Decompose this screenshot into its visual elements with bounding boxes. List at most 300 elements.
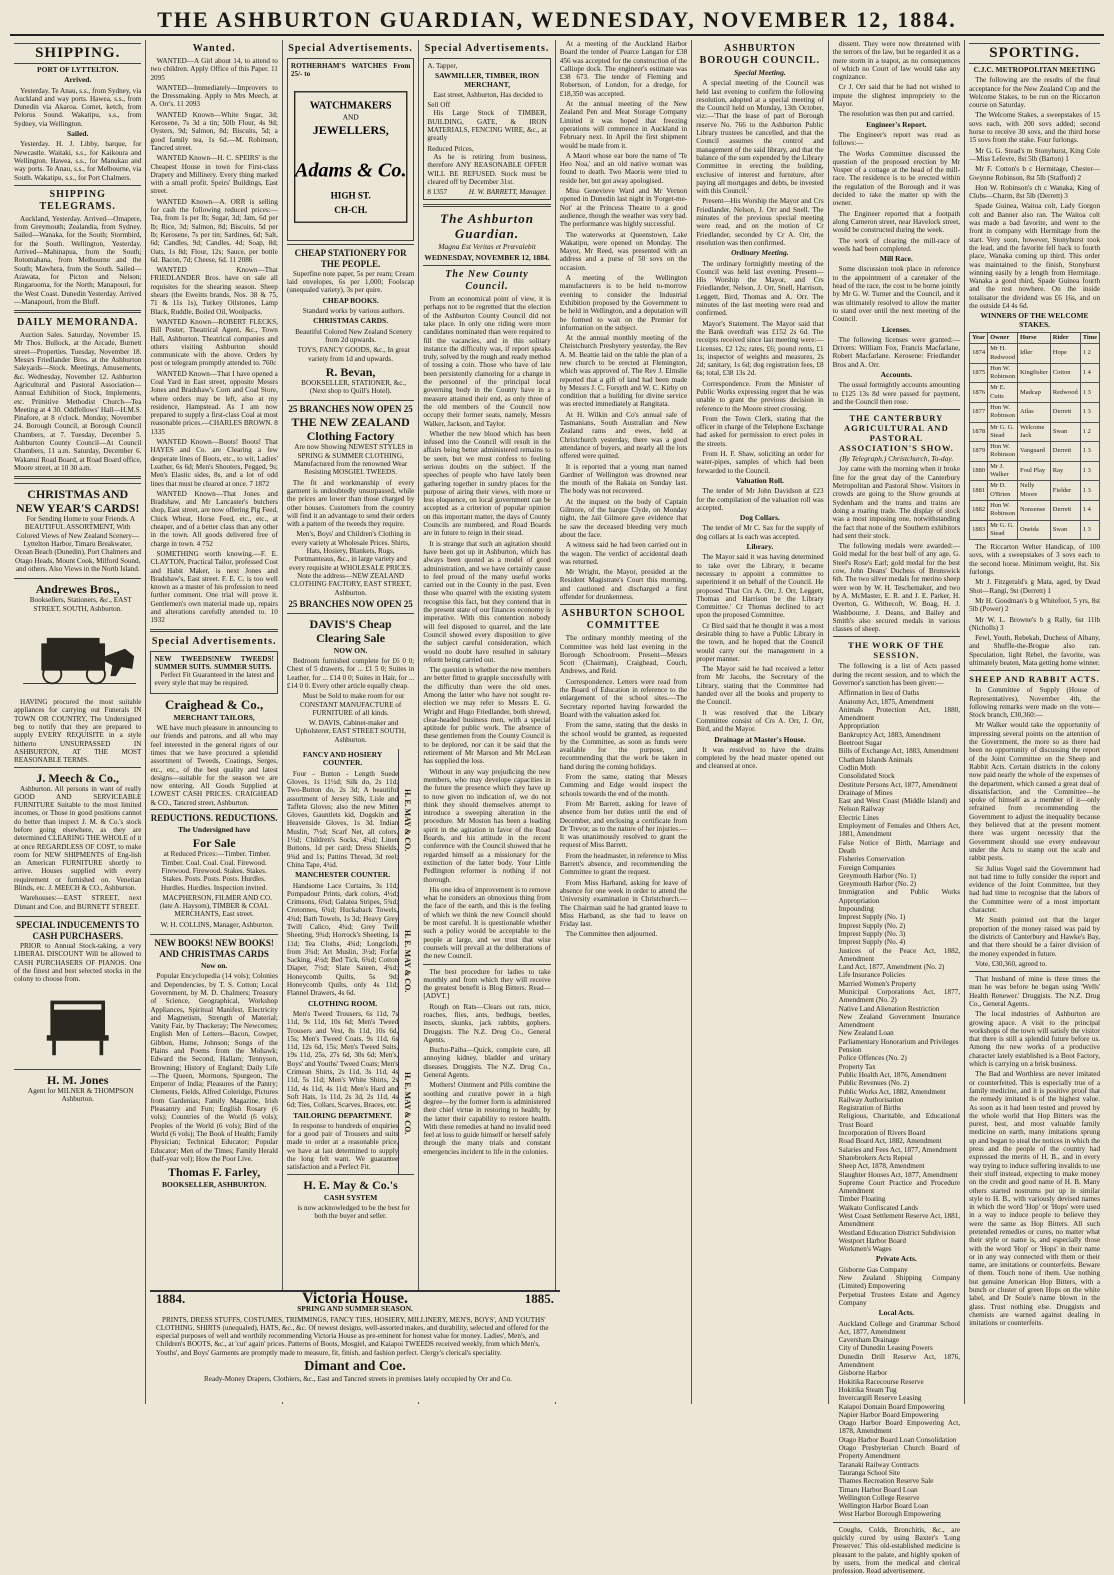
news-paragraph: At the annual meeting of the New Zealand Pen and Meat Storage Company Limited it was hoped that freezing operations will commence in Auckland in February next. In April the first shipment would be made from it. [559,100,688,150]
tweeds-text: Perfect Fit Guaranteed in the latest and every style that may be required. [154,671,274,688]
watchmakers-logo [291,82,410,232]
news-paragraph: The waterworks at Queenstown, Lake Wakatipu, were opened on Monday. The Mayor, Mr Reed, was presented with an address and a purse of 50 sovs on the occasion. [559,230,688,272]
meech-ad [14,767,141,916]
table-row [970,500,1100,520]
act-item: Animals Protection Act, 1880, Amendment [838,705,961,723]
wanted-ad: SOMETHING worth knowing.—F. E. CLAYTON, Practical Tailor, professed Cost and Habit Maker, is next Jones and Bradshaw's, East street. F. E. C. is too well known as a master of his profession to need further comment. One trial will prove it. Gentlemen's own material made up, repairs and alterations carefully attended to. 10 1932 [150,549,278,625]
table-cell: Ray [1050,461,1080,481]
table-cell: Mr D. O'Brien [988,481,1018,501]
table-cell: Mr J. Walker [988,461,1018,481]
clothing-room-text: Men's Tweed Trousers, 6s 11d, 7s 11d, 9s 11d, 10s 6d; Men's Tweed Trousers and Vest, 8s 11d, 10s 6d, 15s; Men's Tweed Coats, 9s 11d, 6s 11d, 12s 6d, 15s; Men's Tweed Suits, 19s 11d, 25s, 27s 6d, 30s 6d; Men's, Boys' and Youths' Tweed Coats; Men's Crimean Shirts, 2s 11d, 3s 11d, 4s 11d, 5s 11d; Men's White Shirts, 2s 11d, 4s 11d, 4s 11d; Men's Hard and Soft Hats, 1s 11d, 2s 3d, 2s 11d, 4s 6d; Ties, Collars, Scarves, Braces, etc. [286,1009,399,1110]
fancy-text: Four - Button - Length Suede Gloves, 1s 11½d; Silk do, 2s 11d; Two-Button do, 2s 3d; A beautiful assortment of Jersey Silk, Lisle and Taffeta Gloves; also the new Mitten Gloves, Gauntlets kid, Dogskin and Heavenside Gloves, 1s 3d. Indian Muslin, 7½d; Scarf Net, all colors, 1½d; Children's Socks, 4¾d; Linen Buttons, 1d per card; Dress Shields, 9¾d and 1s; Pattins Thread, 3d reel; China Tape, 4¾d. [286,769,399,869]
winners-column-header: Time [1080,332,1099,343]
act-item: Anatomy Act, 1875, Amendment [838,697,934,706]
canterbury-heading: THE CANTERBURY AGRICULTURAL AND PASTORAL ASSOCIATION'S SHOW. [838,413,954,454]
wanted-ad: WANTED Known—That Jones and Bradshaw, and Mr Lancaster's butchers shop, East street, are now offering Pig Feed, Chick Wheat, Horse Feed, etc., etc., at cheaper, and of a better class than any other in the town. All goods delivered free of charge in town. 4 752 [150,489,278,548]
act-item: West Coast Settlement Reserve Act, 1881, Amendment [838,1212,961,1229]
table-cell: Swan [1050,422,1080,442]
cards-ad-text: For Sending Home to your Friends. A BEAUTIFUL ASSORTMENT, With Colored Views of New Zealand Scenery—Lyttelton Harbor, Timaru Breakwater, Ocean Beach (Dunedin), Port Chalmers and Otago Heads, Mount Cook, Milford Sound, and others. Also Views in the North Island. [14,515,141,573]
act-item: Pension [838,1046,862,1055]
victoria-season: SPRING AND SUMMER SEASON. [297,1304,413,1314]
canterbury-paragraph: Joy came with the morning when it broke fine for the great day of the Canterbury Metropolitan and Pastoral Show. Visitors in crowds are going to the Show grounds at Sydenham and the trams and trains are doing a roaring trade. The display of stock was a most imposing one, notwithstanding the fact that none of the Southern exhibitors had sent their stock. [832,465,961,540]
tapper-text-2: His Large Stock of TIMBER, BUILDING, GATE, & IRON MATERIALS, FENCING WIRE, &c., at greatly [427,109,547,143]
sheep-paragraph: Mr Walker would take the opportunity of impressing several points on the attention of the Government, the more so as there had been no opportunity of discussing the report of the Joint Committee on the Sheep and Rabbit Acts. Certain districts in the colony now paid nearly the whole of the expenses of the department, which caused a great deal of dissatisfaction, and the Committee—he spoke of himself as a member of it—only refrained from recommending the Government to adjust the inequality because they believed that at the present moment there was urgent necessity that the Government should use every endeavour under the Acts to stamp out the scab and rabbit pests. [969,721,1101,863]
davis-name: W. DAVIS, Cabinet-maker and Upholsterer, EAST STREET SOUTH, Ashburton. [295,719,406,744]
act-item: Beetroot Sugar [838,739,882,748]
act-item: Public Works Act, 1882, Amendment [838,1087,946,1096]
dimant-text: Ready-Money Drapers, Clothiers, &c., East and Tancred streets in premises lately occupied by Orr and Co. [204,1375,512,1384]
column-news [556,40,692,1404]
local-act-item: Wellington College Reserve [838,1493,920,1502]
reductions-sub: The Undersigned have [178,825,251,835]
news-paragraph: A meeting of the Wellington manufacturers is to be held to-morrow evening to consider the Industrial Exhibition proposed by the Government to be held in Wellington, and a deputation will be formed to wait on the Premier for information on the subject. [559,274,688,332]
columns [10,40,1104,1575]
drainage-heading: Drainage at Master's House. [714,734,806,744]
port-heading: PORT OF LYTTELTON. [37,65,119,74]
act-item: Native Land Alienation Restriction [838,1004,940,1013]
table-cell: Derrett [1050,500,1080,520]
private-acts-heading: Private Acts. [875,1254,917,1264]
library-paragraph: The Mayor said it was having determined to take over the Library, it became necessary to appoint a committee to superintend it on behalf of the Council. He proposed 'That Crs A. Orr, J. Orr, Leggett, Thomas and Harrison be the Library Committee.' Cr Thomas declined to act upon the proposed Committee. [696,553,824,620]
column-editorial [419,40,555,1404]
engineer-paragraphs [833,131,960,253]
clothing-text-2: The fit and workmanship of every garment is undoubtedly unsurpassed, while the prices are lower than those charged by other houses. Customers from the country will find it an advantage to send their orders with a pattern of the tweeds they require. [286,478,415,529]
riccarton-paragraph: Fewl, Youth, Rebekah, Duchess of Albany, and Shuffle-the-Brogue also ran. Speculation, light Rebel, the favorite, was ultimately beaten, Mata getting home winner. [969,634,1101,667]
andrewes-text: Booksellers, Stationers, &c., EAST STREET, SOUTH, Ashburton. [29,596,132,613]
session-intro: The following is a list of Acts passed during the recent session, and to which the Governor's sanction has been given:— [832,662,961,687]
ordinary-paragraph: Correspondence. From the Minister of Public Works expressing regret that he was unable to grant the previous decision in reference to the Moore street crossing. [696,379,824,413]
may-side-strip [398,749,414,1174]
reductions-text: at Reduced Prices:—Timber. Timber. Timber. Coal. Coal. Coal. Firewood. Firewood. Firewood. Stakes. Stakes. Stakes. Posts. Posts. Posts. Hurdles. Hurdles. Hurdles. Inspection invited. [161,850,271,892]
table-cell: Hope [1050,344,1080,364]
act-item: Property Tax [838,1062,876,1071]
private-act-item: New Zealand Shipping Company (Limited) Empowering [838,1274,961,1291]
riccarton-paragraph: The Riccarton Welter Handicap, of 100 sovs, with a sweepstakes of 3 sovs each to the second horse. Minimum weight, 8st. Six furlongs. [969,543,1101,577]
local-act-item: West Harbor Borough Empowering [838,1510,941,1519]
macpherson-text: MACPHERSON, FILMER AND CO. (late A. Haysom), TIMBER & COAL MERCHANTS, East street. [159,893,272,919]
books-ad [150,934,277,1194]
act-item: Consolidated Stock [838,772,895,781]
engineer-paragraph: The work of clearing the mill-race of weeds had been completed. [832,236,961,253]
wanted-ad: WANTED Known—White Sugar, 3d; Kerosene, 7s 3d a tin; 50lb Flour, 4s 9d; Oysters, 9d; Salmon, 8d; Biscuits, 5d; a good family tea, 1s 6d.—M. Robinson, Tancred street. [150,110,278,152]
wanted-ad: WANTED Known—That I have opened a Coal Yard in East street, opposite Messrs Jones and Bradshaw's Corn and Coal Store, where orders may be left, also at my residence, Hampstead. As I am now prepared to supply a first-class Coal at most reasonable prices.—CHARLES BROWN. 8 1335 [150,369,278,436]
local-act-item: Otago Presbyterian Church Board of Property Amendment [838,1444,961,1461]
stationery-text: Superfine note paper, 5s per ream; Cream laid envelopes, 6s per 1,000; Foolscap (unequaled variety), 3s per quire. [286,269,415,295]
ordinary-paragraph: From H. F. Shaw, soliciting an order for water-pipes, samples of which had been forwarded to the Council. [696,450,824,475]
bevan-title: R. Bevan, [325,364,376,379]
library-heading: Library. [746,542,774,552]
table-cell: 1876 [970,383,988,403]
act-item: Imprest Supply (No. 4) [838,938,906,947]
special-inducements-text: PRIOR to Annual Stock-taking, a very LIBERAL DISCOUNT Will be allowed to CASH PURCHASERS OF PIANOS. One of the finest and best selected stocks in the colony to choose from. [14,941,142,984]
column-borough [692,40,828,1404]
table-cell: 1881 [970,481,988,501]
article-paragraph: Whether the new blood which has been infused into the Council will result in the affairs being better administered remains to be seen, but we must confess to feeling serious doubts on the subject. If the speeches of people who have lately been gathering together in sundry places for the purpose of airing their views, with more or less eloquence, on local government can be accepted as a criterion of popular opinion on this important matter, the days of County Councils are numbered, and Road Boards are in future to reign in their stead. [423,429,551,538]
winners-column-header: Horse [1017,332,1050,343]
engineer-paragraph: The Works Committee discussed the question of the proposed erection by Mr Vosper of a cottage at the head of the mill-race. The residence is to be erected within the regulation of the Borough and it was decided to take the matter up with the owner. [832,149,961,208]
funerals-text: HAVING procured the most suitable appliances for carrying out Funerals IN TOWN OR COUNTRY, The Undersigned beg to notify that they are prepared to supply EVERY REQUISITE in a style hitherto UNSURPASSED IN ASHBURTON, AT THE MOST REASONABLE TERMS. [14,698,142,765]
dog-heading: Dog Collars. [739,513,780,523]
tapper-ad [423,58,550,200]
tapper-text: East street, Ashburton, Has decided to [433,90,543,99]
act-item: Greymouth Harbor (No. 2) [838,880,917,889]
cards-text: Beautiful Colored New Zealand Scenery from 2d upwards. [295,327,413,344]
victoria-text: PRINTS, DRESS STUFFS, COSTUMES, TRIMMINGS, FANCY TIES, HOSIERY, MILLINERY, MEN'S, BOYS', AND YOUTHS' CLOTHING, SHIRTS (unequaled), HATS, &c., &c. Of newest designs, well-assorted makes, and durability, selected and offered for the especial purposes of well and worthily recommending Victoria House as pre-eminent for honest value for money. Ladies', Men's, and Children's BOOTS, &c., at 'cut' again' prices. Patterns of Boots, Mosgiel, and Kaiapoi TWEEDS received weekly, from which Men's, Youths', and Boys' Garments are promptly made to measure, fit, finish, and fashion perfect. Clergy's clerical's speciality. [156,1315,549,1357]
table-cell: Madcap [1017,383,1050,403]
local-act-item: Dunedin Drill Reserve Act, 1876, Amendment [838,1352,961,1370]
table-cell: Swan [1050,520,1080,540]
table-cell: Mr E. Cutts [988,383,1018,403]
borough-paragraph: Present—His Worship the Mayor and Crs Friedlander, Nelson, J. Orr and Snell. The minutes of the previous special meeting were read, and on the motion of Cr Friedlander, seconded by Cr A. Orr, the resolution was then confirmed. [696,197,824,247]
school-paragraph: The ordinary monthly meeting of the Committee was held last evening in the Borough Schoolroom. Present—Messrs Scott (Chairman), Craighead, Couch, Andrews, and Reid. [559,634,688,676]
craighead-text: WE have much pleasure in announcing to our friends and patrons, and all who may feel interested in the general rigors of our times that we have procured a splendid assortment of Tweeds, Coatings, Serges, etc., etc., of the best quality and latest designs—suitable for the season we are now entering. All Goods Supplied at LOWEST CASH PRICES. CRAIGHEAD & CO., Tancred street, Ashburton. [150,724,278,807]
local-act-item: Timaru Harbor Board Loan [838,1485,918,1494]
table-cell: Mr G. G. Stead [988,520,1018,540]
cjc-heading: C.J.C. METROPOLITAN MEETING [973,65,1096,74]
table-cell: 1878 [970,422,988,442]
ordinary-paragraphs [696,260,823,475]
mill-race-text: Some discussion took place in reference to the appointment of a caretaker of the head of the race, the cost to be borne jointly by Mr G. W. Turner and the Council, and it was ultimately resolved to allow the matter to stand over until the next meeting of the Council. [832,265,961,324]
valuation-text: The tender of Mr John Davidson at £23 for the compilation of the valuation roll was accepted. [696,487,824,512]
davis-text: Bedroom furnished complete for £6 0 0; Chest of 5 drawers, for ... £1 5 0; Suites in Leather, for ... £14 0 0; Suites in Hair, for ... £14 0 0. Every other article equally cheap. [286,657,415,690]
davis-ad [287,613,414,749]
news-paragraph: A Maori whose ear bore the name of 'Te Heo Noa,' and an old native woman was found to death. Two Maoris were tried to reside her, but got away apologised. [559,151,688,185]
private-acts-list [833,1266,960,1307]
dog-text: The tender of Mr C. Sax for the supply of dog collars at 1s each was accepted. [696,524,824,541]
table-cell: Welcome Jack [1017,422,1050,442]
books-sub: Now on. [201,961,228,971]
col7-paragraph: The resolution was then put and carried. [838,110,955,119]
sheep-paragraphs [969,686,1100,968]
local-act-item: Napier Harbor Board Empowering [838,1410,939,1419]
wanted-heading: Wanted. [192,43,236,54]
guardian-title: The Ashburton Guardian. [440,211,534,242]
act-item: Impounding [838,905,874,914]
school-paragraph: From Mr Barrett, asking for leave of absence from her duties until the end of December, and enclosing a certificate from Dr Trevor, as to the nature of her injuries.—It was unanimously resolved to grant the request of Miss Barrett. [559,799,688,850]
local-act-item: Gisborne Harbor [838,1369,888,1378]
col4-special-heading: Special Advertisements. [424,43,550,54]
private-act-item: Gisborne Gas Company [838,1265,908,1274]
clothing-factory-ad [287,400,414,612]
reduced-prices-title: Reduced Prices, [427,144,474,153]
library-paragraph: The Mayor said he had received a letter from Mr Jacobs, the Secretary of the Library, stating that the Committee had handed over all the books and property to the Council. [696,665,824,707]
table-cell: Hon W. Robinson [988,363,1018,383]
act-item: Incorporation of Rivers Board [838,1129,926,1138]
table-cell: 1 4 [1080,363,1099,383]
table-cell: 1 3 [1080,461,1099,481]
act-item: Fisheries Conservation [838,855,905,864]
victoria-year-left: 1884. [156,1291,186,1306]
act-item: Supreme Court Practice and Procedure Amendment [838,1178,961,1196]
sheep-paragraph: Vote, £30,360, agreed to. [975,959,1047,968]
local-act-item: Otago Harbor Board Loan Consolidation [838,1435,957,1444]
library-paragraphs [696,553,823,733]
table-row [970,461,1100,481]
table-row [970,481,1100,501]
toys-text: TOYS, FANCY GOODS, &c., In great variety from 1d and upwards. [297,346,410,363]
school-paragraph: Correspondence. Letters were read from the Board of Education in reference to the enlargement of the school sites.—The Secretary reported having forwarded the Board with the valuation asked for. [559,677,688,719]
act-item: Life Insurance Policies [838,971,905,980]
tapper-number: 8 1357 [427,188,448,197]
act-item: Imprest Supply (No. 3) [838,929,906,938]
for-sale-title: For Sale [192,836,236,851]
article-paragraph: His one idea of improvement is to remove what he considers an obnoxious thing from the face of the earth, and this is the feeling of which we think the new Council should be most careful. It is questionable whether such a policy would be acceptable to the people at large, and we trust that wise counsels will prevail at the deliberations of the new Council. [423,885,551,961]
closing-paragraph: The local industries of Ashburton are growing apace. A visit to the principal workshops of the town will satisfy the visitor that there is still a splendid future before us. Among the new works of a productive character lately established is a Boot Factory, which is carrying on a brisk business. [969,1010,1101,1069]
cards-heading: CHRISTMAS CARDS. [313,316,389,326]
act-item: Imprest Supply (No. 2) [838,921,906,930]
cjc-paragraph: Mr F. Cotton's b c Hermitage, Chester—Gwynne Robinson, 8st 5lb (Stafford) 2 [969,165,1101,182]
column-shipping [10,40,146,1404]
table-cell: Nonsense [1017,500,1050,520]
winners-column-header: Year [970,332,988,343]
table-cell: 1 3 [1080,383,1099,403]
wanted-ad: WANTED Known—ROBERT FLECKS, Bill Poster, Theatrical Agent, &c., Town Hall, Ashburton. Theatrical companies and others visiting Ashburton should communicate with the above. Orders by post or telegram promptly attended to. 760c [150,317,278,368]
manchester-text: Handsome Lace Curtains, 3s 11d; Pompadour Prints, dark colors, 4½d; Crimsons, 6¾d; Galatea Stripes, 5¾d; Cretonnes, 6¾d; Huckaback Towels, 4¾d; Bath Towels, 1s 3d; Heavy Grey Twill Calico, 4¾d; Grey Twill Sheeting, 9¾d; Horrock's Sheeting, 1s 11d; Tea Cloths, 4¾d; Longcloth, from 3¾d; Art Muslin, 3½d; Forfar Sacking, 4½d; Bed Tick, 6¾d; Cotton Diaper, 7½d; Slate Sateen, 4¾d; Honeycomb Quilts, 5s 9d; Honeycomb Quilts, only 4s 11d; Flannel Drawers, 4s 6d. [286,881,399,998]
table-cell: Mr H. Redwood [988,344,1018,364]
stationery-heading: CHEAP STATIONERY FOR THE PEOPLE. [294,247,407,269]
closing-paragraph: That husband of mine is three times the man he was before he began using 'Wells' Health Renewer.' Druggists. The N.Z. Drug Co., General Agents. [969,975,1101,1008]
act-item: Road Board Act, 1882, Amendment [838,1137,942,1146]
table-cell: Derrett [1050,442,1080,462]
table-cell: 1880 [970,461,988,481]
col3-special-heading: Special Advertisements. [288,43,413,54]
acts-list [833,689,960,1253]
act-item: Public Revenues (No. 2) [838,1079,910,1088]
act-item: Electric Lines [838,813,879,822]
canterbury-paragraph: The following medals were awarded:—Gold medal for the best bull of any age, G. Steel's Rose's Earl; gold medal for the best cow, John Deans' Duchess of Brunswick 6th. The two silver medals for merino sheep were won by W. H. Teschemaker, and two by A. McMaster, E. R. and J. E. Parker, H. Overton, G. Withecoft, W. Boag, H. J. Washbourne, J. Deans, and Bailey and Smith's also secured medals in various classes of sheep. [832,542,961,634]
news-paragraphs [560,100,687,601]
cheap-books-heading: CHEAP BOOKS. [322,295,379,305]
table-cell: 1 2 [1080,344,1099,364]
local-act-item: Wellington Harbor Board Loan [838,1502,929,1511]
news-paragraph: Mr Wright, the Mayor, presided at the Resident Magistrate's Court this morning, and cautioned and discharged a first offender for drunkenness. [559,568,688,601]
shipping-heading: SHIPPING. [14,43,141,64]
act-item: Police Offences (No. 2) [838,1054,907,1063]
canterbury-sub: (By Telegraph.) Christchurch, To-day. [839,454,954,464]
arrived-text: Yesterday. Te Anau, s.s., from Sydney, via Auckland and way ports. Hawea, s.s., from Dunedin via Akaroa. Comet, ketch, from Pelorus Sound. Wakatipu, s.s., from Sydney, via Wellington. [14,86,142,128]
table-cell: Nelly Moore [1017,481,1050,501]
act-item: Chatham Islands Animals [838,755,913,764]
small-notice: Rough on Rats—Clears out rats, mice, roaches, flies, ants, bedbugs, beetles, insects, skunks, jack rabbits, gophers. Druggists. The N.Z. Drug Co., General Agents. [423,1002,551,1044]
special-meeting-heading: Special Meeting. [734,68,786,77]
sporting-heading: SPORTING. [969,43,1100,64]
act-item: Sheep Act, 1878, Amendment [838,1162,925,1171]
col8-closing-paragraphs [969,975,1100,1327]
library-paragraph: It was resolved that the Library Committee consist of Crs A. Orr, J. Orr, Bird, and the Mayor. [696,708,824,734]
table-cell: 1 4 [1080,500,1099,520]
act-item: Slaughter Houses Act, 1877, Amendment [838,1170,958,1179]
table-cell: 1882 [970,500,988,520]
masthead-title: THE ASHBURTON GUARDIAN, WEDNESDAY, NOVEMBER 12, 1884. [157,7,957,32]
engineer-heading: Engineer's Report. [866,119,927,129]
davis-sub: NOW ON. [333,645,368,655]
sailed-heading: Sailed. [66,129,89,139]
clothing-text: Are now Showing NEWEST STYLES in SPRING & SUMMER CLOTHING, Manufactured from the renowned Wear Resisting MOSGIEL TWEEDS. [293,443,413,477]
act-item: Bankruptcy Act, 1883, Amendment [838,730,941,739]
act-item: Imprest Supply (No. 1) [838,913,906,922]
act-item: Codlin Moth [838,763,876,772]
jones-title: H. M. Jones [47,1072,109,1087]
local-acts-heading: Local Acts. [878,1308,915,1318]
branches-bottom: 25 BRANCHES NOW OPEN 25 [288,598,413,609]
local-act-item: City of Dunedin Leasing Powers [838,1344,933,1353]
arrived-heading: Arrived. [64,75,92,85]
victoria-title: Victoria House. [301,1290,409,1307]
article-paragraph: The question is whether the new members are better fitted to grapple successfully with the difficulty than were the old ones. Among the latter who have not sought re-election we may refer to Messrs E. G. Wright and Hugo Friedlander, both shrewd, clear-headed business men, with a special aptitude for public work. The absence of these gentlemen from the County Council is to be deplored, nor can it be said that the retirement of Mr Marson and Mr McLean has supplied the loss. [423,666,551,766]
meech-text: Ashburton. All persons in want of really GOOD AND SERVICEABLE FURNITURE Suitable to the most limited incomes, or Those in good positions cannot do better than inspect J. M. & Co.'s stock before going elsewhere, as they are determined CLEARING THE WHOLE of it at once REGARDLESS OF COST, to make room for NEW SHIPMENTS of Eng-lish an American FURNITURE shortly to arrive. Houses supplied with every requirement or furnished on. Venetian Blinds, etc. J. MEECH & CO., Ashburton. [14,784,142,893]
act-item: New Zealand Government Insurance Amendment [838,1012,961,1030]
table-cell: Cotton [1050,363,1080,383]
meech-title: J. Meech & Co., [36,770,120,785]
table-cell: 1875 [970,363,988,383]
cjc-paragraph: Mr G. G. Stead's m Stonyhurst, King Cole—Miss Lefevre, 8st 5lb (Barton) 1 [969,146,1101,163]
table-cell: 1883 [970,520,988,540]
bevan-text: BOOKSELLER, STATIONER, &c., (Next shop to Quill's Hotel). [301,378,407,396]
books-title: NEW BOOKS! NEW BOOKS! AND CHRISTMAS CARDS [154,938,274,960]
local-act-item: Kaiapoi Domain Board Empowering [838,1402,945,1411]
tapper-text-3: As he is retiring from business, therefore ANY REASONABLE OFFER WILL BE REFUSED. Stock must be cleared off by December 31st. [427,152,547,186]
act-item: Parliamentary Honorarium and Privileges [838,1037,959,1046]
cjc-paragraph: Hon W. Robinson's ch c Wanaka, King of Clubs—Charm, 8st 5lb (Derrett) 3 [969,183,1101,201]
column-sporting [965,40,1104,1404]
news-paragraph: Miss Genevieve Ward and Mr Vernon opened in Dunedin last night in 'Forget-me-Not' at the Princess Theatre to a good audience, though the weather was very bad. The performance was highly successful. [559,187,688,229]
table-cell: Derrett [1050,402,1080,422]
valuation-heading: Valuation Roll. [735,475,784,485]
act-item: Timber Floating [838,1195,886,1204]
table-row [970,442,1100,462]
winners-table [969,332,1100,540]
andrewes-title: Andrewes Bros., [35,582,120,597]
may-strip-label: H. E. MAY & CO. [402,788,412,851]
col7-paragraph: Cr J. Orr said that he had not wished to impute the slightest impropriety to the Mayor. [832,83,961,109]
special-inducements-heading: SPECIAL INDUCEMENTS TO CASH PURCHASERS. [16,919,140,941]
table-row [970,402,1100,422]
act-item: Bills of Exchange Act, 1883, Amendment [838,747,959,756]
table-cell: Kingfisher [1017,363,1050,383]
table-cell: Redwood [1050,383,1080,403]
books-text: Popular Encyclopedia (14 vols); Colonies and Dependencies, by T. S. Cotton; Local Government, by M. D. Chalmers; Treasury of Science, Geographical, Workshop Appliances, Spiritual Manifest, Electricity and Magnetism, Strength of Material; Vanity Fair, by Thackeray; The Newcomes; English Men of Letters—Bacon, Cowper, Gibbon, Hume, Johnson; Songs of the Plains and Poems from the Mohawk; Edward the Second, Hallam; Tennyson, Browning; History of England; Daily Life—The Queen, Mormons, Spurgeon, The Emperor of India; Pleasures of the Pantry; Clements, Fields, Alfred Coleridge, Pictures from Gardenias; Family Magazine, Irish Pleasantry and Fun; English Rosary (6 vols); Countries of the World (6 vols); Peoples of the World (6 vols); Bird of the World (6 vols); The Book of Health; Family Physician; Technical Educator; Popular Educator; Men of the Times; Family Herald (half-year vol); How the Poor Live. [150,972,278,1163]
act-item: Greymouth Harbor (No. 1) [838,871,917,880]
table-cell: Hon W. Robinson [988,402,1018,422]
table-row [970,344,1100,364]
collins-text: W. H. COLLINS, Manager, Ashburton. [160,920,274,929]
private-act-item: Perpetual Trustees Estate and Agency Company [838,1290,961,1307]
table-cell: Mr G. G. Stead [988,422,1018,442]
sheep-heading: SHEEP AND RABBIT ACTS. [969,674,1100,685]
wanted-ad: WANTED—Immediately—Improvers to the Dressmaking. Apply to Mrs Meech, at A. Orr's. 11 2093 [150,83,278,109]
table-cell: Vanguard [1017,442,1050,462]
farley-title: Thomas F. Farley, [168,1165,261,1180]
tweeds-ad [150,651,277,694]
tapper-sub: SAWMILLER, TIMBER, IRON MERCHANT, [435,71,540,89]
act-item: False Notice of Birth, Marriage and Death [838,838,961,855]
engineer-paragraph: The Engineer reported that a footpath along Cameron street, near Havelock street, would be constructed during the week. [832,209,961,235]
act-item: Salaries and Fees Act, 1877, Amendment [838,1145,957,1154]
table-row [970,422,1100,442]
school-paragraph: The Committee then adjourned. [565,930,658,939]
news-paragraph: It is reported that a young man named Gardner of Wellington was drowned near the mouth of the Rakaia on Sunday last. The body was not recovered. [559,462,688,496]
cards-ad-title: CHRISTMAS AND NEW YEAR'S CARDS! [16,487,140,516]
act-item: East and West Coast (Middle Island) and Nelson Railway [838,797,961,814]
logo-word-high-st: HIGH ST. [330,189,371,200]
licenses-heading: Licenses. [881,324,911,334]
wanted-list [150,57,277,625]
piano-illustration [14,992,141,1062]
tapper-signature: H. W. BARRETT, Manager. [468,188,547,197]
sheep-paragraph: Sir Julius Vogel said the Government had not had time to fully consider the report and evidence of the Joint Committee, but they had had time to recognise that the labors of the Committee were of a most important character. [969,864,1101,915]
wanted-ad: WANTED Known—Boots! Boots! That HAYES and Co. are Clearing a few desperate lines of Boots, etc., to wit, Ladies' Leather, 6s 6d; Men's Shooters, Pegged, 9s; Men's Elastic sides, 8s, and a lot of odd lines that must be cleared at once. 7 1872 [150,438,278,488]
logo-word-adams: Adams & Co. [294,158,407,181]
act-item: Religious, Charitable, and Educational Trust Board [838,1112,961,1129]
small-notice: Mothers! Ointment and Pills combine the soothing and curative power in a high degree—by the former form is administered their chief virtue in restoring to health; by the latter their capability to restore health. With these remedies at hand no invalid need feel at loss to guide himself or herself safely through the many trials and constant emergencies incident to life in the colonies. [423,1081,551,1156]
local-acts-list [833,1320,960,1519]
tailoring-text: In response to hundreds of enquiries for a good pair of Trousers and suits made to order at a reasonable price, we have at last determined to supply the long felt want. We guarantee satisfaction and a Perfect Fit. [286,1121,399,1172]
table-cell: 1874 [970,344,988,364]
may-strip-label: H. E. MAY & CO. [402,1071,412,1134]
guardian-date: WEDNESDAY, NOVEMBER 12, 1884. [424,252,550,262]
small-notice: Buchu-Paiba—Quick, complete cure, all annoying kidney, bladder and urinary diseases. Druggists. The N.Z. Drug Co., General Agents. [423,1046,551,1080]
canterbury-paragraphs [833,465,960,633]
licenses-text: The following licenses were granted:—Drivers: William Fox, Francis Macfarlane, Robert Macfarlane. Kerosene: Friedlander Bros and A. Orr. [832,335,961,369]
article-paragraph: Without in any way prejudicing the new members, who may develope capacities in the future the presence which they have up to now given no indication of, we do not think they should themselves attempt to introduce a sweeping alteration in the procedure. Mr Moston has been a leading spirit in the agitation in favor of the Road Boards, and his attitude in the recent conference with the Council showed that he regarded himself as a missionary for the extinction of the latter body. Your Little Pedlington reformer is nothing if not thorough. [423,767,551,884]
closing-para: Coughs, Colds, Bronchitis, &c., are quickly cured by using Baxter's 'Lung Preserver.' This old-established medicine is pleasant to the palate, and highly spoken of by users, from the medical and clerical profession. Read advertisement. [832,1525,961,1575]
reductions-title: REDUCTIONS. REDUCTIONS. [150,813,278,824]
tapper-title: A. Tapper, [427,62,458,70]
fancy-heading: FANCY AND HOSIERY COUNTER. [302,750,383,768]
col7-paragraphs [833,83,960,118]
reductions-ad [150,809,277,934]
tweeds-right: NEW TWEEDS! SUMMER SUITS. [214,654,274,671]
session-heading: THE WORK OF THE SESSION. [848,640,945,661]
school-paragraph: From Miss Harband, asking for leave of absence for one week in order to attend the University examination in Christchurch.—The Chairman said he had granted leave to Miss Harband, as she had to leave on Friday last. [559,878,688,929]
act-item: New Zealand Loan [838,1029,894,1038]
clothing-title: THE NEW ZEALAND Clothing Factory [291,415,410,444]
table-cell: 1879 [970,442,988,462]
cjc-paragraphs [969,76,1100,310]
act-item: Railway Authorisation [838,1095,904,1104]
closing-paragraph: The Bad and Worthless are never imitated or counterfeited. This is especially true of a family medicine, and it is positive proof that the remedy imitated is of the highest value. As soon as it had been tested and proved by the whole world that Hop Bitters was the purest, best, and most valuable family medicine on earth, many imitations sprung up and began to steal the notices in which the press and the people of the country had expressed the merits of H. B., and in every way trying to induce suffering invalids to use their stuff instead, expecting to make money on the credit and good name of H. B. Many others started nostrums put up in similar style to H. B., with variously devised names in which the word 'Hop' or 'Hops' were used in a way to induce people to believe they were the same as Hop Bitters. All such pretended remedies or cures, no matter what their style or name is, and especially those with the word 'Hop' or 'Hops' in their name or in any way connected with them or their name, are imitations or counterfeits. Beware of them. Touch none of them. Use nothing but genuine American Hop Bitters, with a bunch or cluster of green Hops on the white label, and Dr Soule's name blown in the glass. Trust nothing else. Druggists and chemists are warned against dealing in imitations or counterfeits. [969,1070,1101,1328]
may-ad [287,749,414,1174]
table-cell: Oneida [1017,520,1050,540]
riccarton-paragraphs [969,543,1100,667]
victoria-year-right: 1885. [524,1291,554,1306]
special-inducements-ad [14,916,141,988]
act-item: Immigration and Public Works Appropriation [838,888,961,905]
may-cash-ad [287,1174,414,1226]
watchmakers-ad [287,58,414,241]
ordinary-paragraph: The ordinary fortnightly meeting of the Council was held last evening. Present—His Worship the Mayor, and Crs Friedlander, Nelson, J. Orr, Snell, Harrison, Leggett, Bird, Thomas and A. Orr. The minutes of the last meeting were read and confirmed. [696,259,824,318]
logo-word-chch: CH-CH. [334,204,368,215]
dimant-title: Dimant and Coe. [304,1359,406,1375]
table-cell: 1 3 [1080,442,1099,462]
small-notice: The best procedure for ladies to take monthly and from which they will receive the greatest benefit is Blog Bitters. Read—[ADVT.] [423,967,551,1001]
news-paragraph: At H. Wilkin and Co's annual sale of Tasmanians, South Australian and New Zealand rams and ewes, held at Christchurch yesterday, there was a good attendance of buyers, and nearly all the lots offered were quitted. [559,410,688,461]
local-act-item: Caversham Drainage [838,1336,900,1345]
borough-paragraphs [696,79,823,247]
sheep-paragraph: In Committee of Supply (House of Representatives), November 4th, the following remarks were made on the vote—Stock branch, £30,360:— [969,686,1101,720]
rotherham-text: ROTHERHAM'S WATCHES From 25/- to [290,62,411,79]
cjc-paragraph: Spade Guinea, Waitoa colt, Lady Gorgon colt and Banner also ran. The Waitoa colt was made a bad favorite, and went to the front in company with Hermitage from the start. Very soon, however, Stonyhurst took the lead, and the favorite fell back to fourth place, Wanaka coming up third. This order was maintained to the finish, Stonyhurst winning easily by a length from Hermitage. Wanaka a good third, Spade Guinea fourth and the rest nowhere. On the inside totalisator the dividend was £6 16s, and on the outside £4 4s 6d. [969,202,1101,311]
school-heading: ASHBURTON SCHOOL COMMITTEE [561,608,686,632]
tailoring-heading: TAILORING DEPARTMENT. [293,1110,393,1120]
cards-ad [14,483,141,578]
table-cell: Atlas [1017,402,1050,422]
library-paragraph: Cr Bird said that he thought it was a most desirable thing to have a Public Library in the town, and he hoped that the Council would carry out the management in a proper manner. [696,621,824,663]
table-row [970,363,1100,383]
act-item: Destitute Persons Act, 1877, Amendment [838,780,958,789]
column-session [829,40,965,1575]
table-cell: 1 3 [1080,520,1099,540]
